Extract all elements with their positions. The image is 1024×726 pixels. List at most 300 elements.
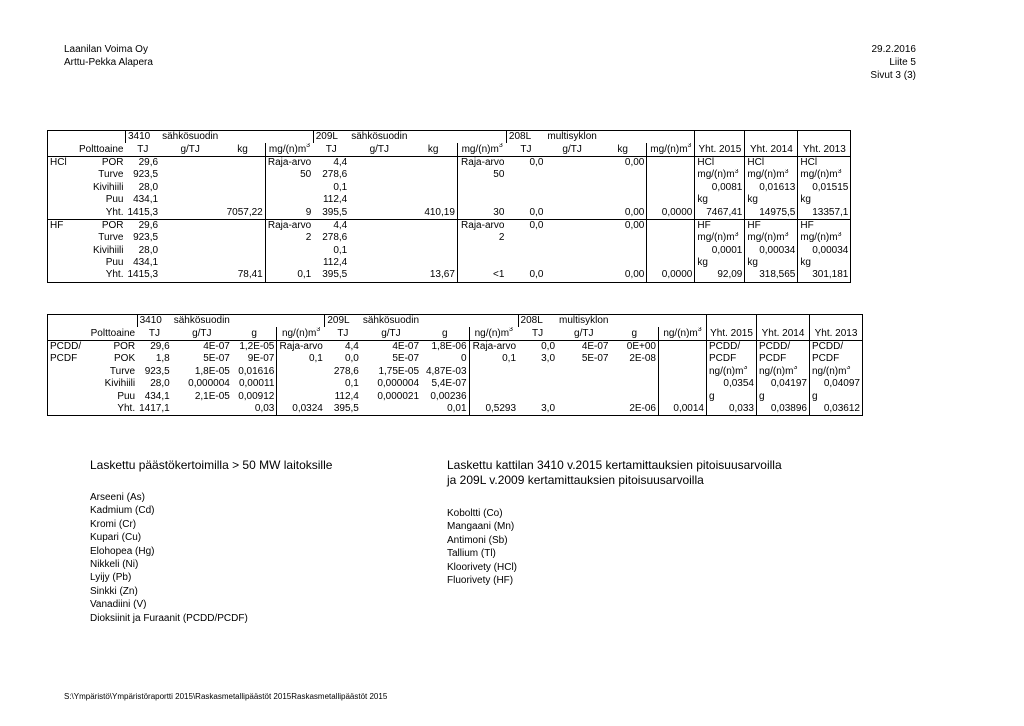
table-cell: 29,6 [150,340,170,352]
table-group-cell: 209L [325,315,361,328]
table-group-cell [810,315,863,328]
table-cell [409,257,457,269]
table-cell: 13,67 [409,269,457,282]
table-cell: POK [114,353,136,365]
table-cell: 4,4 [344,340,359,352]
table-group-cell [707,315,757,328]
page-count: Sivut 3 (3) [870,70,916,81]
table-cell [160,156,220,169]
table-cell: 4E-07 [581,340,609,352]
table-cell [265,194,313,206]
table-cell: kg [745,257,798,269]
table-cell [48,390,84,402]
table-row [48,353,863,365]
table-cell: 112,4 [334,390,359,402]
table-cell: Turve [98,232,124,244]
table-cell [647,182,695,194]
table-cell: 0,0 [506,269,545,282]
table-cell: PCDD/ [757,340,810,353]
table-header-cell: mg/(n)m 3 [265,143,313,156]
notes-measured-concentrations [447,458,782,587]
table-header-row [48,143,851,156]
table-cell: Raja-arvo [265,219,313,232]
table-cell [659,390,707,402]
table-cell: 0,00034 [745,245,798,257]
table-cell [557,390,610,402]
table-group-cell [695,131,745,144]
table-cell: 0,00 [599,269,647,282]
table-cell [48,366,84,378]
table-cell: 13357,1 [798,206,851,219]
table-cell [506,169,545,181]
table-cell [545,219,598,232]
dioxin-furan-emissions-table [47,314,863,416]
table-cell: HF [745,219,798,232]
table-cell [48,403,84,416]
table-cell [506,182,545,194]
table-row [48,245,851,257]
author-name: Arttu-Pekka Alapera [64,57,153,68]
table-cell: HCl [48,156,72,169]
table-cell [160,169,220,181]
table-cell: 0,0 [541,340,556,352]
company-name: Laanilan Voima Oy [64,44,148,55]
table-cell: ng/(n)m 3 [757,366,810,378]
table-cell [409,169,457,181]
table-cell: 4,4 [333,219,348,231]
table-cell [160,269,220,282]
notes-right-item: Antimoni (Sb) [447,534,508,546]
table-cell [220,194,265,206]
table-cell: POR [101,219,124,231]
table-cell [349,194,409,206]
notes-left-item: Vanadiini (V) [90,599,147,611]
table-cell [599,257,647,269]
table-cell: 0,1 [265,269,313,282]
table-header-cell: Yht. 2013 [798,143,851,156]
table-cell: mg/(n)m 3 [745,232,798,244]
table-cell: Raja-arvo [457,156,506,169]
table-header-cell: TJ [137,327,172,340]
table-header-cell: Yht. 2014 [745,143,798,156]
table-header-row [48,327,863,340]
table-cell: PCDD/ [810,340,863,353]
table-cell: 78,41 [220,269,265,282]
table-cell [647,232,695,244]
table-group-cell: multisyklon [547,131,597,143]
table-cell: 4,4 [333,156,348,168]
table-header-cell: kg [409,143,457,156]
table-cell [518,378,557,390]
table-cell: Raja-arvo [265,156,313,169]
table-cell: 0,04097 [810,378,863,390]
table-cell: 4E-07 [203,340,230,352]
table-cell [506,194,545,206]
document-header-left [64,43,153,69]
table-header-cell: g/TJ [349,143,409,156]
table-group-row [48,315,863,328]
table-cell: 5E-07 [392,353,420,365]
notes-left-item: Lyijy (Pb) [90,572,132,584]
table-cell: 278,6 [322,169,348,181]
table-cell: Yht. [83,403,137,416]
table-cell: Turve [109,365,136,377]
table-cell: 0,01 [421,403,469,416]
table-cell [557,366,610,378]
table-cell: Yht. [72,269,126,282]
table-cell [659,378,707,390]
table-cell: 2,1E-05 [194,390,230,402]
table-cell: 0,03896 [757,403,810,416]
table-cell: 3,0 [518,403,557,416]
table-cell: HF [695,219,745,232]
table-cell: 0,0 [529,219,544,231]
table-cell: 1,8E-05 [194,365,230,377]
table-cell [457,194,506,206]
table-header-cell: kg [220,143,265,156]
table-cell [48,232,72,244]
table-group-cell [48,315,138,328]
table-cell: 0,000004 [377,378,420,390]
table-cell: 0,00 [624,219,645,231]
table-cell: 29,6 [138,156,159,168]
table-cell: kg [695,257,745,269]
table-cell: g [757,390,810,402]
table-header-cell: mg/(n)m 3 [457,143,506,156]
table-cell: 112,4 [322,194,348,206]
table-cell: 0,000004 [188,378,230,390]
table-cell: 28,0 [150,378,170,390]
table-header-cell: kg [599,143,647,156]
table-cell [48,182,72,194]
table-cell [506,232,545,244]
table-cell: 112,4 [322,257,348,269]
table-cell: 5,4E-07 [431,378,467,390]
table-cell [545,169,598,181]
table-cell [361,403,421,416]
table-group-cell: sähkösuodin [173,315,230,327]
table-cell: kg [745,194,798,206]
table-cell [409,232,457,244]
table-header-cell: TJ [325,327,361,340]
table-group-cell [798,131,851,144]
table-cell [409,156,457,169]
table-cell [457,257,506,269]
table-cell [611,366,659,378]
table-cell: Raja-arvo [457,219,506,232]
table-header-cell: Yht. 2015 [707,327,757,340]
table-cell [409,245,457,257]
table-group-cell: sähkösuodin [351,131,408,143]
table-cell: kg [798,194,851,206]
table-group-cell [220,131,265,144]
table-group-cell [745,131,798,144]
table-cell: HCl [798,156,851,169]
notes-left-item: Nikkeli (Ni) [90,559,139,571]
table-cell: g [707,390,757,402]
table-cell: 0,01613 [745,182,798,194]
table-cell [557,378,610,390]
table-cell [48,378,84,390]
table-cell: 0,0324 [277,403,325,416]
table-cell: PCDF [707,353,757,365]
table-cell: kg [695,194,745,206]
table-cell: 5E-07 [581,353,609,365]
document-date: 29.2.2016 [871,44,916,55]
notes-left-item: Kupari (Cu) [90,532,142,544]
table-cell: 0,01515 [798,182,851,194]
table-group-cell: 208L [506,131,545,144]
table-cell [220,257,265,269]
table-cell: 92,09 [695,269,745,282]
table-row [48,257,851,269]
table-header-cell: g [611,327,659,340]
table-cell [349,232,409,244]
table-cell [220,156,265,169]
table-cell [409,182,457,194]
table-cell [349,257,409,269]
table-cell [160,245,220,257]
notes-left-item: Kadmium (Cd) [90,505,155,517]
table-cell: 9 [265,206,313,219]
table-header-cell: ng/(n)m 3 [469,327,518,340]
table-cell: PCDD/ [707,340,757,353]
attachment-label: Liite 5 [889,57,916,68]
table-cell: 4,87E-03 [425,365,467,377]
table-header-cell: Polttoaine [48,327,138,340]
table-row [48,340,863,353]
table-cell: 0,0 [344,353,359,365]
table-header-cell: g/TJ [160,143,220,156]
table-cell [220,219,265,232]
table-cell: 1415,3 [127,206,159,218]
table-cell: 0,00236 [430,390,467,402]
table-cell: PCDF [757,353,810,365]
table-cell: PCDF [810,353,863,365]
table-cell: 0,1 [469,353,518,365]
table-cell: 0,1 [277,353,325,365]
table-cell: 923,5 [144,365,170,377]
table-cell: POR [113,340,136,352]
table-cell: 0,0014 [659,403,707,416]
table-cell [545,269,598,282]
table-cell: 2E-06 [611,403,659,416]
table-cell: 14975,5 [745,206,798,219]
table-group-cell [409,131,457,144]
table-group-cell [611,315,659,328]
table-cell [659,366,707,378]
table-cell: POR [101,156,124,168]
table-group-cell [469,315,518,328]
table-cell [599,232,647,244]
table-cell: 0,0000 [647,269,695,282]
table-group-cell [48,131,126,144]
table-cell [545,182,598,194]
table-cell [48,206,72,219]
table-row [48,269,851,282]
table-cell [545,257,598,269]
notes-left-heading: Laskettu päästökertoimilla > 50 MW laitoksille [90,458,333,472]
table-header-cell: Yht. 2013 [810,327,863,340]
table-cell: Puu [105,194,124,206]
table-cell [409,219,457,232]
table-cell [518,366,557,378]
table-cell [647,245,695,257]
table-row [48,232,851,244]
table-cell [220,182,265,194]
table-header-cell: g/TJ [545,143,598,156]
table-group-cell [757,315,810,328]
table-cell [220,232,265,244]
table-cell [172,403,232,416]
notes-right-item: Mangaani (Mn) [447,521,515,533]
table-cell: ng/(n)m 3 [810,366,863,378]
table-row [48,378,863,390]
table-row [48,194,851,206]
table-cell [160,232,220,244]
table-header-cell: TJ [126,143,161,156]
table-row [48,219,851,232]
table-cell: 0,04197 [757,378,810,390]
table-cell [277,366,325,378]
table-group-cell [659,315,707,328]
table-cell: 29,6 [138,219,159,231]
table-cell: 395,5 [313,269,349,282]
table-row [48,182,851,194]
table-cell: mg/(n)m 3 [695,232,745,244]
notes-right-list [447,507,782,587]
table-group-cell [647,131,695,144]
table-cell: PCDF [48,353,84,365]
notes-right-heading-1: Laskettu kattilan 3410 v.2015 kertamittauksien pitoisuusarvoilla [447,458,782,472]
document-header-right [870,43,916,82]
notes-right-item: Fluorivety (HF) [447,575,514,587]
notes-right-item: Tallium (Tl) [447,548,496,560]
table-header-cell: ng/(n)m 3 [277,327,325,340]
table-cell: Puu [105,257,124,269]
table-cell: 7057,22 [220,206,265,219]
table-cell: Turve [98,169,124,181]
table-cell [48,257,72,269]
table-cell: 0,00 [624,156,645,168]
table-cell: 923,5 [133,169,159,181]
table-row [48,366,863,378]
table-cell [160,194,220,206]
table-group-cell: 3410 [137,315,172,328]
table-cell: 923,5 [133,232,159,244]
table-cell: 1417,1 [139,402,170,414]
table-cell: 1,8E-06 [431,340,467,352]
table-cell [457,182,506,194]
table-cell: 5E-07 [203,353,230,365]
table-cell [599,194,647,206]
table-header-cell: g/TJ [172,327,232,340]
table-cell [220,169,265,181]
table-cell [611,390,659,402]
table-header-cell: Polttoaine [48,143,126,156]
table-cell: 0,1 [333,244,348,256]
table-cell: 2 [457,232,506,244]
table-cell: 9E-07 [247,353,275,365]
table-cell: 434,1 [133,194,159,206]
table-cell: 0,00011 [238,378,275,390]
table-cell: HF [798,219,851,232]
table-cell: 0,1 [344,378,359,390]
table-header-cell: g [232,327,277,340]
table-cell [349,156,409,169]
table-cell: Raja-arvo [469,340,518,353]
table-header-cell: mg/(n)m 3 [647,143,695,156]
table-group-cell: multisyklon [559,315,609,327]
hcl-hf-emissions-table [47,130,851,283]
table-cell [557,403,610,416]
table-cell: 395,5 [313,206,349,219]
table-cell [160,182,220,194]
table-cell [349,219,409,232]
table-cell [599,245,647,257]
table-cell: HCl [745,156,798,169]
table-cell [545,156,598,169]
table-cell: 0,5293 [469,403,518,416]
table-group-cell [232,315,277,328]
table-cell: 0E+00 [626,340,656,352]
table-header-cell: g [421,327,469,340]
table-cell: 278,6 [333,365,359,377]
table-cell [659,340,707,353]
table-cell: 1415,3 [127,269,159,281]
table-cell: PCDD/ [48,340,84,353]
table-cell [611,378,659,390]
table-row [48,156,851,169]
notes-left-item: Elohopea (Hg) [90,545,155,557]
table-cell: mg/(n)m 3 [745,169,798,181]
table-cell: 0,03 [232,403,277,416]
table-header-cell: TJ [506,143,545,156]
table-cell [469,378,518,390]
table-cell: 1,75E-05 [378,365,420,377]
table-group-cell: 209L [313,131,349,144]
table-cell [469,366,518,378]
table-cell: mg/(n)m 3 [798,232,851,244]
table-header-cell: TJ [518,327,557,340]
table-cell [545,206,598,219]
table-cell [349,245,409,257]
table-cell: 434,1 [144,390,170,402]
table-header-cell: g/TJ [557,327,610,340]
table-cell: 7467,41 [695,206,745,219]
table-cell: 434,1 [133,257,159,269]
table-cell [265,257,313,269]
table-cell: 28,0 [138,181,159,193]
table-cell: 0,0000 [647,206,695,219]
table-cell: 0,0 [506,206,545,219]
table-cell [349,269,409,282]
notes-left-item: Sinkki (Zn) [90,585,138,597]
table-row [48,390,863,402]
table-cell [545,245,598,257]
table-cell [48,169,72,181]
table-cell: ng/(n)m 3 [707,366,757,378]
table-group-cell: 3410 [126,131,161,144]
table-cell: 410,19 [409,206,457,219]
table-cell: 0,00912 [238,390,275,402]
table-cell: Yht. [72,206,126,219]
table-cell [506,245,545,257]
table-cell: <1 [457,269,506,282]
table-cell: 50 [265,169,313,181]
table-cell [160,206,220,219]
table-cell: 1,2E-05 [239,340,275,352]
